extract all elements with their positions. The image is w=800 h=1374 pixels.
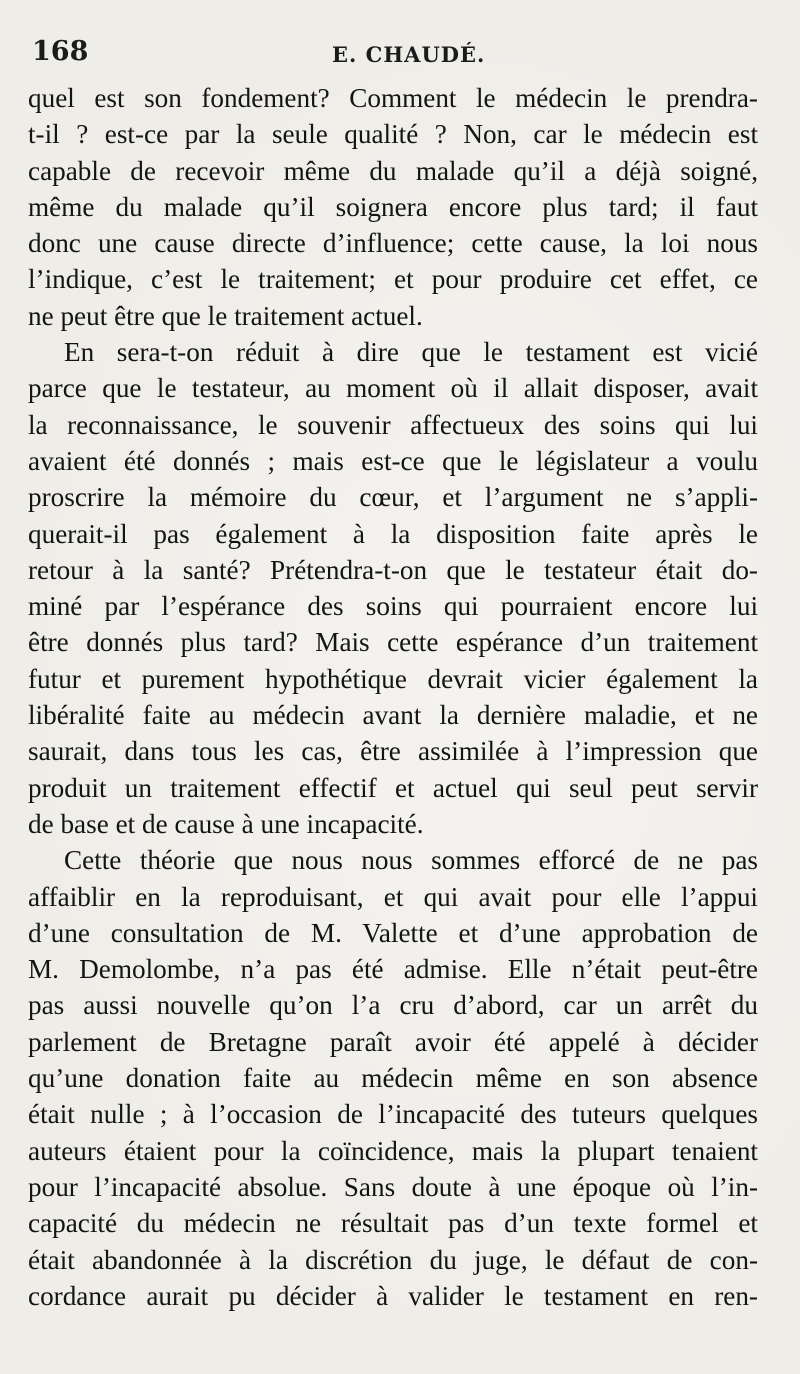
text-line: libéralité faite au médecin avant la dernière maladie, et ne <box>28 700 758 731</box>
text-line: qu’une donation faite au médecin même en son absence <box>28 1063 758 1094</box>
text-line: cordance aurait pu décider à valider le testament en ren- <box>28 1280 758 1311</box>
running-head: E. CHAUDÉ. <box>332 42 486 67</box>
page-number: 168 <box>32 36 89 67</box>
text-line: était nulle ; à l’occasion de l’incapacité des tuteurs quelques <box>28 1099 758 1130</box>
text-line: donc une cause directe d’influence; cette cause, la loi nous <box>28 228 758 259</box>
text-line: auteurs étaient pour la coïncidence, mais la plupart tenaient <box>28 1135 758 1166</box>
text-line: saurait, dans tous les cas, être assimilée à l’impression que <box>28 736 758 767</box>
text-line: affaiblir en la reproduisant, et qui avait pour elle l’appui <box>28 881 758 912</box>
text-line: être donnés plus tard? Mais cette espérance d’un traitement <box>28 627 758 658</box>
text-line: était abandonnée à la discrétion du juge, le défaut de con- <box>28 1244 758 1275</box>
text-line: capacité du médecin ne résultait pas d’un texte formel et <box>28 1208 758 1239</box>
text-line: ne peut être que le traitement actuel. <box>28 300 423 331</box>
text-line: t-il ? est-ce par la seule qualité ? Non, car le médecin est <box>28 119 758 150</box>
text-line: la reconnaissance, le souvenir affectueux des soins qui lui <box>28 409 758 440</box>
text-line: capable de recevoir même du malade qu’il a déjà soigné, <box>28 155 758 186</box>
text-line: d’une consultation de M. Valette et d’une approbation de <box>28 917 758 948</box>
text-line: querait-il pas également à la disposition faite après le <box>28 518 758 549</box>
text-line: avaient été donnés ; mais est-ce que le législateur a voulu <box>28 445 758 476</box>
text-line: de base et de cause à une incapacité. <box>28 808 424 839</box>
page-header <box>32 36 752 76</box>
text-line: pas aussi nouvelle qu’on l’a cru d’abord, car un arrêt du <box>28 990 758 1021</box>
body-text <box>28 80 758 1314</box>
text-line: retour à la santé? Prétendra-t-on que le testateur était do- <box>28 554 758 585</box>
text-line: parce que le testateur, au moment où il allait disposer, avait <box>28 373 758 404</box>
text-line: parlement de Bretagne paraît avoir été appelé à décider <box>28 1026 758 1057</box>
text-line: Cette théorie que nous nous sommes efforcé de ne pas <box>64 845 758 876</box>
text-line: M. Demolombe, n’a pas été admise. Elle n’était peut-être <box>28 954 758 985</box>
text-line: même du malade qu’il soignera encore plus tard; il faut <box>28 191 758 222</box>
text-line: miné par l’espérance des soins qui pourraient encore lui <box>28 591 758 622</box>
text-line: En sera-t-on réduit à dire que le testament est vicié <box>64 337 758 368</box>
text-line: futur et purement hypothétique devrait vicier également la <box>28 663 758 694</box>
text-line: proscrire la mémoire du cœur, et l’argument ne s’appli- <box>28 482 758 513</box>
text-line: pour l’incapacité absolue. Sans doute à une époque où l’in- <box>28 1171 758 1202</box>
text-line: produit un traitement effectif et actuel qui seul peut servir <box>28 772 758 803</box>
text-line: l’indique, c’est le traitement; et pour produire cet effet, ce <box>28 264 758 295</box>
text-line: quel est son fondement? Comment le médecin le prendra- <box>28 83 758 113</box>
